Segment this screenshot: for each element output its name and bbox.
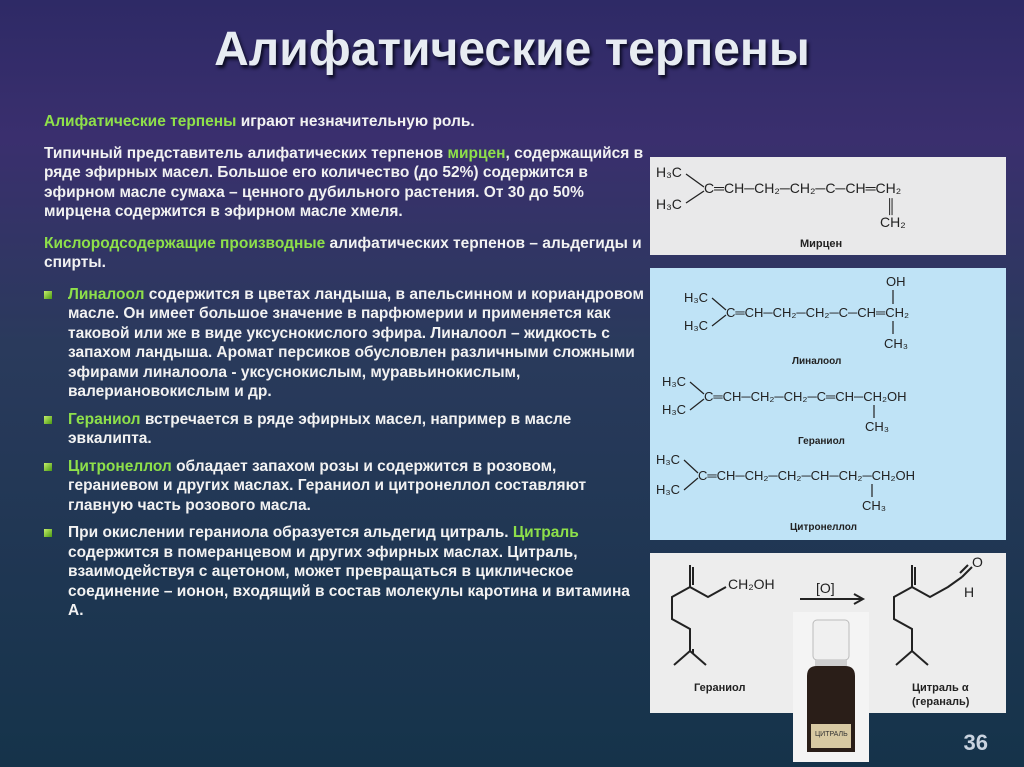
bullet-square-icon bbox=[44, 291, 52, 299]
myrcene-ch2: CH₂ bbox=[880, 214, 906, 230]
linalool-caption: Линалоол bbox=[792, 356, 842, 367]
bullet-geraniol bbox=[44, 410, 644, 449]
intro-paragraph bbox=[44, 112, 644, 132]
page-number: 36 bbox=[963, 730, 988, 755]
alcohols-structures bbox=[650, 268, 1006, 540]
citral-h: H bbox=[964, 584, 975, 600]
h3c-label: H₃C bbox=[662, 374, 687, 389]
intro-text: играют незначительную роль. bbox=[236, 113, 475, 130]
myrcene-structure bbox=[650, 157, 1006, 255]
bullet-highlight: Цитраль bbox=[512, 524, 579, 541]
linalool-chain: C═CH─CH₂─CH₂─C─CH═CH₂ bbox=[726, 305, 910, 320]
bottle-label: ЦИТРАЛЬ bbox=[815, 731, 848, 738]
myrcene-chain: C═CH─CH₂─CH₂─C─CH═CH₂ bbox=[704, 180, 902, 196]
citral-bottle-image bbox=[793, 612, 869, 762]
bullet-text: встречается в ряде эфирных масел, например в масле эвкалипта. bbox=[68, 410, 572, 447]
linalool-ch3: CH₃ bbox=[884, 336, 909, 351]
geraniol-caption: Гераниол bbox=[798, 436, 845, 447]
h3c-label: H₃C bbox=[684, 318, 709, 333]
oxy-paragraph bbox=[44, 234, 644, 273]
alcohols-formula-panel bbox=[650, 268, 1006, 540]
intro-highlight: Алифатические терпены bbox=[44, 113, 237, 130]
citral-skeleton bbox=[912, 565, 962, 597]
body-text bbox=[44, 112, 644, 629]
citronellol-caption: Цитронеллол bbox=[790, 522, 857, 533]
h3c-label: H₃C bbox=[656, 452, 681, 467]
oxidant-label: [O] bbox=[816, 580, 835, 596]
geraniol-ch2oh: CH₂OH bbox=[728, 576, 775, 592]
citronellol-chain: C═CH─CH₂─CH₂─CH─CH₂─CH₂OH bbox=[698, 468, 915, 483]
oxy-post: алифатических терпенов – альдегиды и спирты. bbox=[44, 234, 642, 271]
slide-title: Алифатические терпены bbox=[214, 23, 810, 76]
myrcene-post: , содержащийся в ряде эфирных масел. Большое его количество (до 52%) содержится в эфирном масле сумаха – ценного дубильного растения. От 30 до 50% мирцена содержится в эфирном масле хмеля. bbox=[44, 144, 644, 220]
bullet-highlight: Гераниол bbox=[68, 410, 141, 428]
bullet-square-icon bbox=[44, 463, 52, 471]
h3c-label: H₃C bbox=[656, 482, 681, 497]
bullet-text: обладает запахом розы и содержится в розовом, гераниевом и других маслах. Гераниол и цитронеллол составляют главную часть розового масла. bbox=[68, 457, 587, 514]
bullet-highlight: Цитронеллол bbox=[68, 457, 172, 475]
geraniol-reaction-caption: Гераниол bbox=[694, 682, 746, 694]
myrcene-formula-panel bbox=[650, 157, 1006, 255]
bullet-text: содержится в померанцевом и других эфирных маслах. Цитраль, взаимодействуя с ацетоном, может превращаться в циклическое соединение – ионон, входящий в состав молекулы каротина и витамина А. bbox=[68, 543, 630, 619]
bullet-text: содержится в цветах ландыша, в апельсинном и кориандровом масле. Он имеет большое значение в парфюмерии и применяется как таковой или же в виде уксуснокислого эфира. Линалоол – жидкость с запахом ландыша. Аромат персиков обусловлен различными сложными эфирами линалоола - уксуснокислым, муравьинокислым, валериановокислым и др. bbox=[68, 285, 644, 400]
myrcene-highlight: мирцен bbox=[447, 144, 506, 162]
h3c-label: H₃C bbox=[684, 290, 709, 305]
bullet-pre: При окислении гераниола образуется альдегид цитраль. bbox=[68, 524, 513, 541]
geraniol-ch3: CH₃ bbox=[865, 419, 890, 434]
h3c-label: H₃C bbox=[656, 164, 682, 180]
citral-o: O bbox=[972, 554, 983, 570]
geraniol-chain: C═CH─CH₂─CH₂─C═CH─CH₂OH bbox=[704, 389, 907, 404]
bullet-citral bbox=[44, 523, 644, 621]
bullet-citronellol bbox=[44, 457, 644, 516]
bullet-square-icon bbox=[44, 529, 52, 537]
myrcene-double-bond: ║ bbox=[886, 198, 896, 214]
bullet-highlight: Линалоол bbox=[68, 285, 145, 303]
citral-caption: Цитраль α bbox=[912, 682, 969, 694]
bullet-linalool bbox=[44, 285, 644, 402]
h3c-label: H₃C bbox=[662, 402, 687, 417]
citral-caption-2: (гераналь) bbox=[912, 696, 970, 708]
bullet-square-icon bbox=[44, 416, 52, 424]
linalool-oh: OH bbox=[886, 274, 906, 289]
geraniol-skeleton bbox=[690, 565, 726, 597]
myrcene-caption: Мирцен bbox=[800, 238, 843, 250]
myrcene-pre: Типичный представитель алифатических терпенов bbox=[44, 144, 448, 162]
oxy-highlight: Кислородсодержащие производные bbox=[44, 234, 326, 252]
h3c-label: H₃C bbox=[656, 196, 682, 212]
myrcene-paragraph bbox=[44, 144, 644, 222]
citronellol-ch3: CH₃ bbox=[862, 498, 887, 513]
